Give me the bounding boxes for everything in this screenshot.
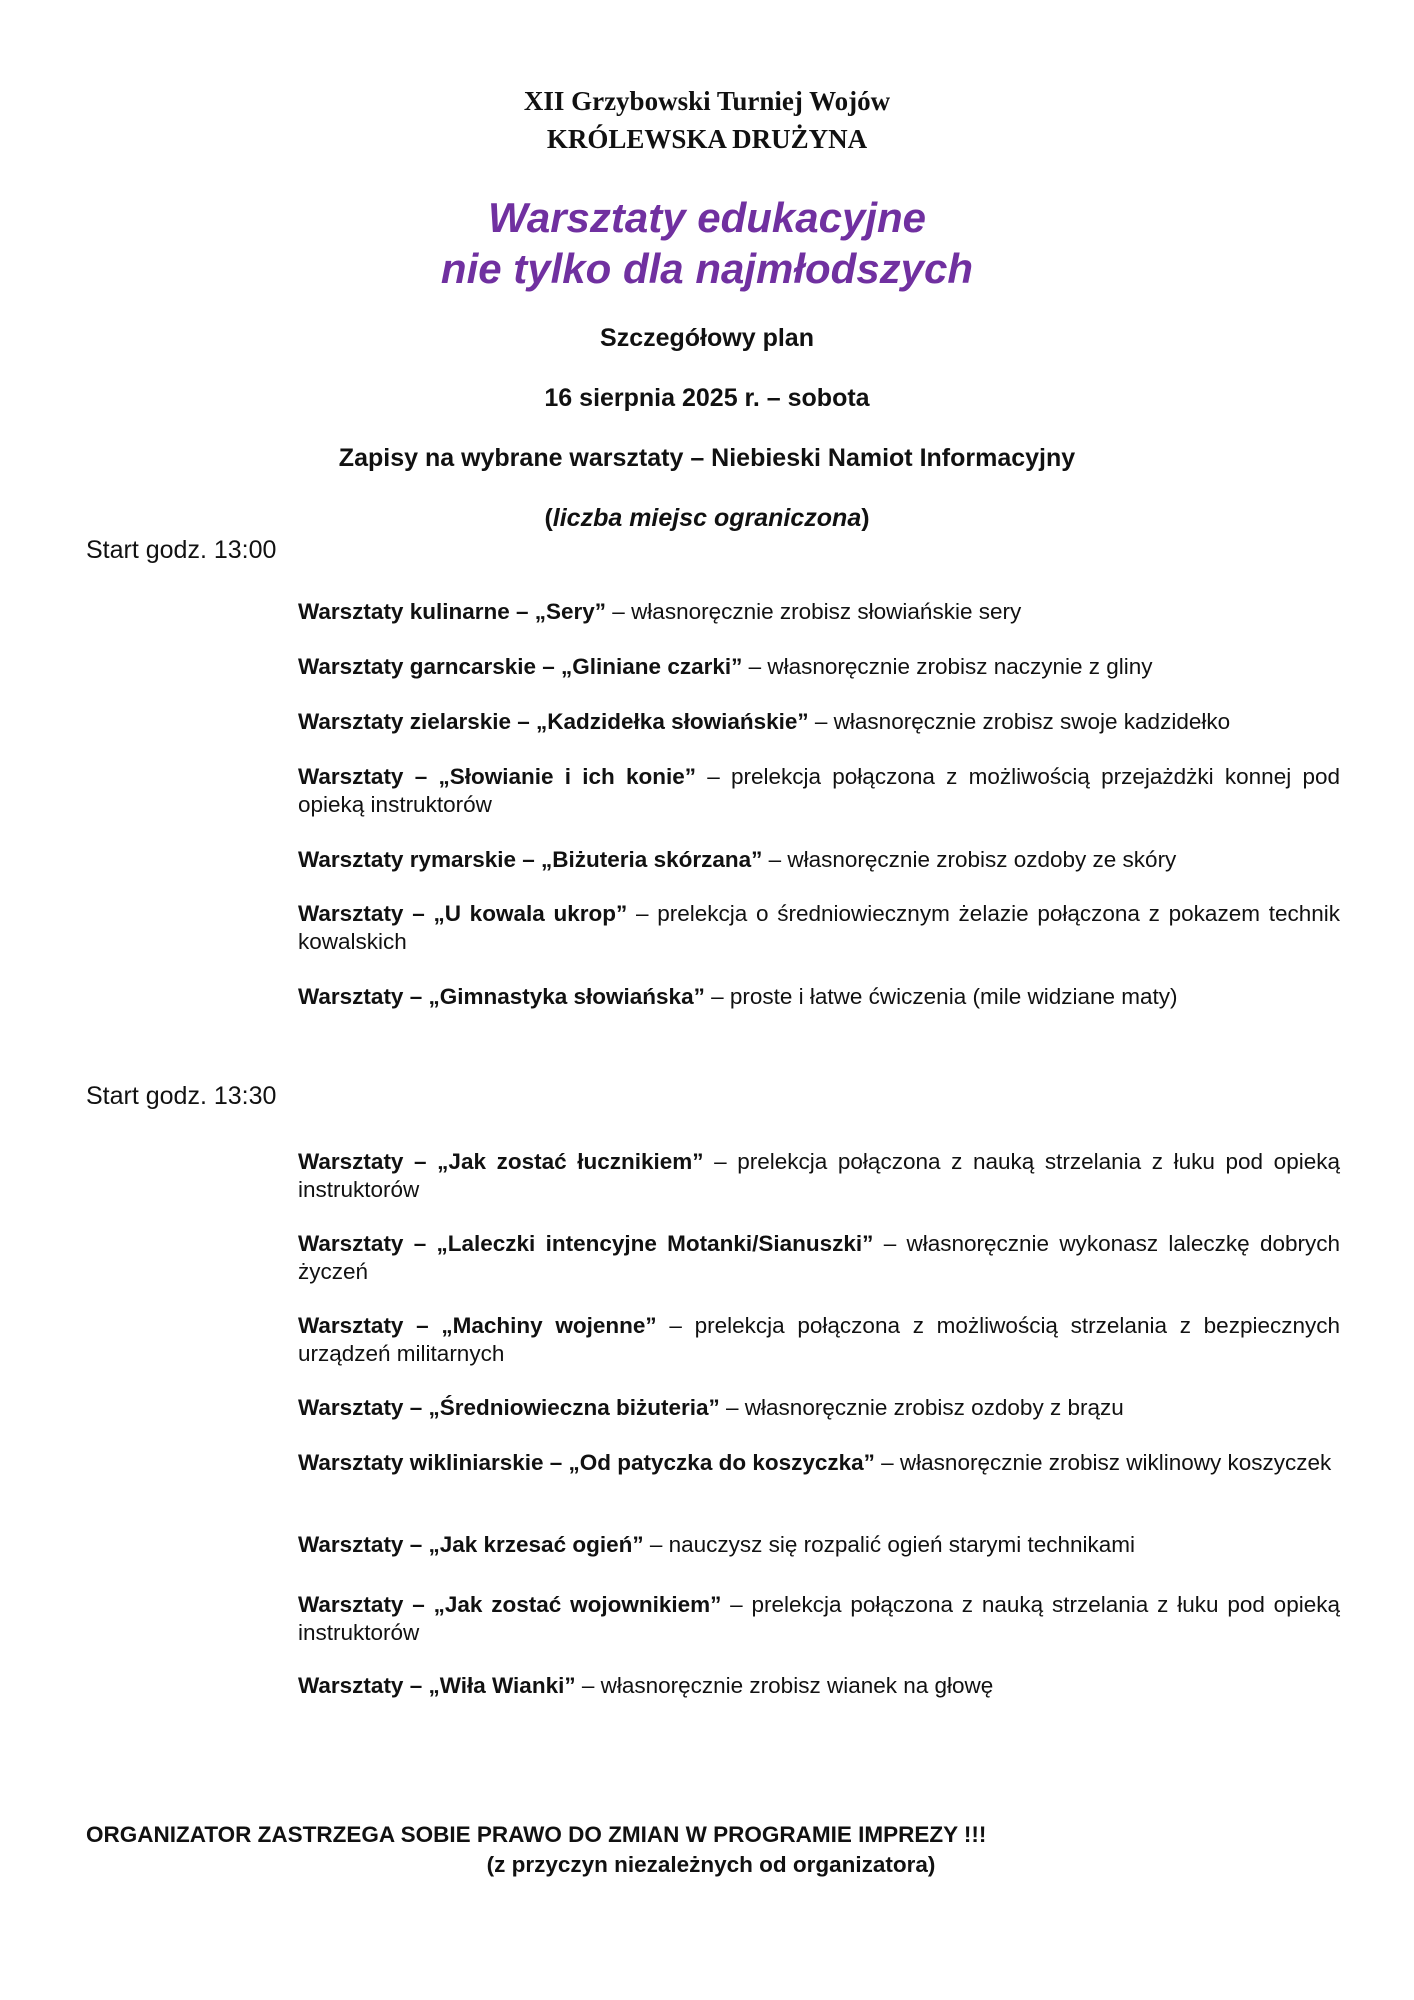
workshop-item — [298, 763, 1340, 819]
workshop-title: Warsztaty garncarskie – „Gliniane czarki” — [298, 654, 743, 679]
workshop-item — [298, 846, 1340, 874]
workshop-item — [298, 1672, 1340, 1700]
workshop-description: – własnoręcznie wykonasz laleczkę dobrych życzeń — [298, 1231, 1340, 1284]
event-subname: KRÓLEWSKA DRUŻYNA — [546, 124, 868, 154]
workshop-item — [298, 708, 1340, 736]
workshop-description: – własnoręcznie zrobisz swoje kadzidełko — [808, 709, 1231, 734]
workshop-description: – prelekcja połączona z nauką strzelania z łuku pod opieką instruktorów — [298, 1149, 1340, 1202]
organizer-notice: ORGANIZATOR ZASTRZEGA SOBIE PRAWO DO ZMIAN W PROGRAMIE IMPREZY !!! — [86, 1822, 987, 1847]
workshop-title: Warsztaty wikliniarskie – „Od patyczka do koszyczka” — [298, 1450, 875, 1475]
workshop-item — [298, 653, 1340, 681]
workshop-description: – własnoręcznie zrobisz naczynie z gliny — [742, 654, 1153, 679]
workshop-item — [298, 983, 1340, 1011]
places-limited-note — [0, 504, 1414, 533]
workshop-description: – prelekcja połączona z nauką strzelania z łuku pod opieką instruktorów — [298, 1592, 1340, 1645]
workshop-description: – własnoręcznie zrobisz ozdoby ze skóry — [762, 847, 1177, 872]
main-title-line1: Warsztaty edukacyjne — [487, 194, 927, 241]
workshop-title: Warsztaty – „Średniowieczna biżuteria” — [298, 1395, 720, 1420]
workshop-item — [298, 900, 1340, 956]
workshop-item — [298, 1312, 1340, 1368]
workshop-title: Warsztaty – „Jak zostać wojownikiem” — [298, 1592, 722, 1617]
workshop-item — [298, 1449, 1340, 1477]
workshop-title: Warsztaty – „Machiny wojenne” — [298, 1313, 657, 1338]
event-name: XII Grzybowski Turniej Wojów — [523, 86, 891, 116]
workshop-description: – prelekcja o średniowiecznym żelazie połączona z pokazem technik kowalskich — [298, 901, 1340, 954]
paren-close: ) — [861, 504, 870, 532]
workshop-item — [298, 598, 1340, 626]
workshop-item — [298, 1394, 1340, 1422]
workshop-description: – prelekcja połączona z możliwością przejażdżki konnej pod opieką instruktorów — [298, 764, 1340, 817]
workshop-title: Warsztaty – „Gimnastyka słowiańska” — [298, 984, 705, 1009]
paren-open: ( — [544, 504, 553, 532]
workshop-item — [298, 1531, 1340, 1559]
main-title-line2: nie tylko dla najmłodszych — [440, 245, 974, 292]
workshop-title: Warsztaty – „Wiła Wianki” — [298, 1673, 576, 1698]
plan-subtitle: Szczegółowy plan — [600, 324, 814, 352]
workshop-title: Warsztaty rymarskie – „Biżuteria skórzana” — [298, 847, 763, 872]
registration-info: Zapisy na wybrane warsztaty – Niebieski Namiot Informacyjny — [338, 444, 1076, 472]
workshop-item — [298, 1230, 1340, 1286]
workshop-description: – własnoręcznie zrobisz wianek na głowę — [575, 1673, 994, 1698]
workshop-description: – własnoręcznie zrobisz wiklinowy koszyczek — [874, 1450, 1332, 1475]
workshop-item — [298, 1591, 1340, 1647]
workshop-description: – własnoręcznie zrobisz ozdoby z brązu — [719, 1395, 1124, 1420]
workshop-title: Warsztaty – „Jak krzesać ogień” — [298, 1532, 644, 1557]
workshop-title: Warsztaty – „Jak zostać łucznikiem” — [298, 1149, 704, 1174]
workshop-title: Warsztaty – „Laleczki intencyjne Motanki/Sianuszki” — [298, 1231, 874, 1256]
session-start-time: Start godz. 13:30 — [86, 1082, 277, 1110]
workshop-description: – własnoręcznie zrobisz słowiańskie sery — [606, 599, 1022, 624]
workshop-item — [298, 1148, 1340, 1204]
workshop-description: – proste i łatwe ćwiczenia (mile widziane maty) — [704, 984, 1178, 1009]
workshop-description: – nauczysz się rozpalić ogień starymi technikami — [643, 1532, 1136, 1557]
event-date: 16 sierpnia 2025 r. – sobota — [544, 384, 870, 412]
workshop-title: Warsztaty zielarskie – „Kadzidełka słowiańskie” — [298, 709, 809, 734]
workshop-title: Warsztaty kulinarne – „Sery” — [298, 599, 607, 624]
workshop-title: Warsztaty – „Słowianie i ich konie” — [298, 764, 696, 789]
workshop-description: – prelekcja połączona z możliwością strzelania z bezpiecznych urządzeń militarnych — [298, 1313, 1340, 1366]
places-limited-text: liczba miejsc ograniczona — [552, 504, 862, 532]
session-start-time: Start godz. 13:00 — [86, 536, 277, 564]
workshop-title: Warsztaty – „U kowala ukrop” — [298, 901, 628, 926]
organizer-notice-reason: (z przyczyn niezależnych od organizatora) — [486, 1852, 936, 1877]
